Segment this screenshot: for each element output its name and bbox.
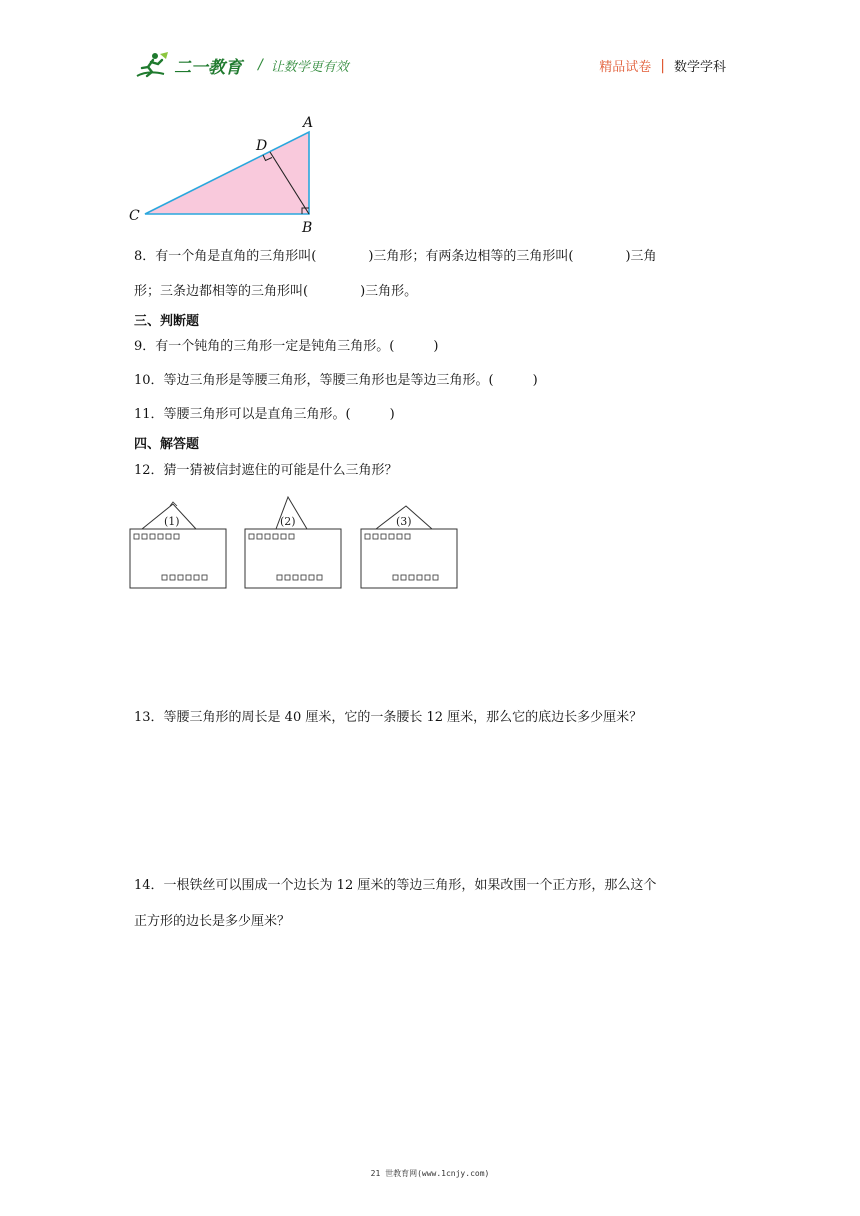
triangle-abc [145,132,309,214]
envelope-label-1: (1) [164,515,180,528]
triangle-figure [120,108,330,238]
page-footer: 21 世教育网(www.1cnjy.com) [370,1169,490,1178]
question-8-line-2: 形；三条边都相等的三角形叫( )三角形。 [134,284,418,299]
question-9: 9．有一个钝角的三角形一定是钝角三角形。( ) [134,339,439,354]
header-tag: 精品试卷 [599,60,652,75]
runner-logo-icon [134,50,170,80]
section-4-heading: 四、解答题 [134,437,200,452]
envelopes-figure [126,494,466,594]
header-brand [134,48,349,82]
logo-text: 二一教育 [174,57,242,78]
label-b: B [302,220,313,236]
header-subject-label: 数学学科 [673,60,726,75]
envelope-label-2: (2) [280,515,296,528]
question-11: 11．等腰三角形可以是直角三角形。( ) [134,407,395,422]
slogan: 让数学更有效 [270,59,349,75]
slogan-separator: / [258,57,263,73]
envelope-label-3: (3) [396,515,412,528]
question-12: 12．猜一猜被信封遮住的可能是什么三角形？ [134,463,398,478]
label-a: A [303,115,314,131]
header-separator: | [660,57,665,74]
envelope-3 [361,506,457,588]
envelope-1 [130,502,226,588]
question-14-line-1: 14．一根铁丝可以围成一个边长为 12 厘米的等边三角形，如果改围一个正方形，那么这个 [134,878,657,893]
question-8-line-1: 8．有一个角是直角的三角形叫( )三角形；有两条边相等的三角形叫( )三角 [134,249,657,264]
label-c: C [129,208,140,224]
header-subject [599,56,726,75]
question-14-line-2: 正方形的边长是多少厘米？ [134,914,291,929]
question-13: 13．等腰三角形的周长是 40 厘米，它的一条腰长 12 厘米，那么它的底边长多少厘米？ [134,710,643,725]
envelope-2 [245,497,341,588]
section-3-heading: 三、判断题 [134,314,200,329]
question-10: 10．等边三角形是等腰三角形，等腰三角形也是等边三角形。( ) [134,373,538,388]
label-d: D [256,138,268,154]
